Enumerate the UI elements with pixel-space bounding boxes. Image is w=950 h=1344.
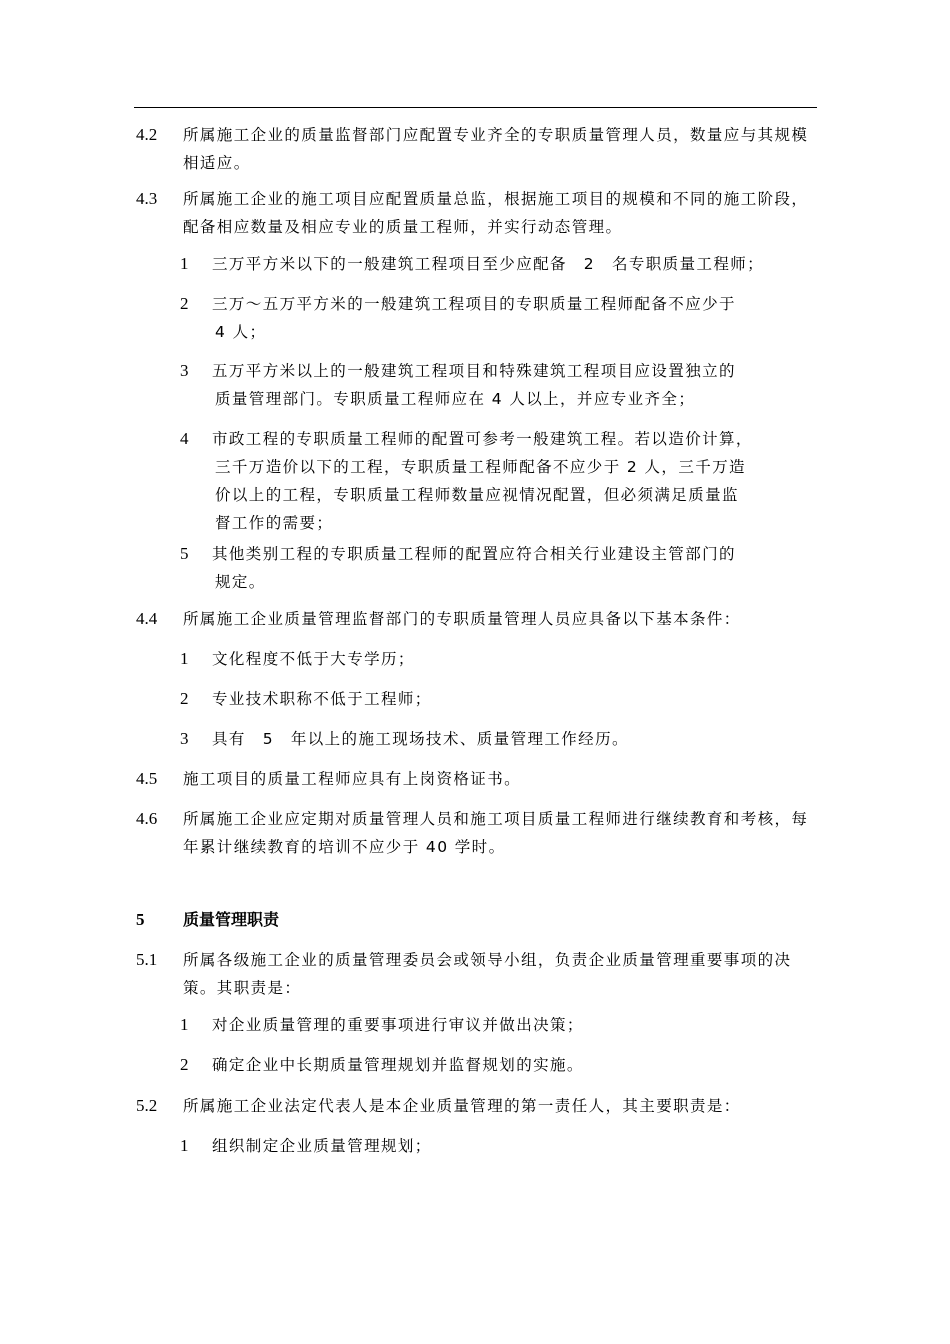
item-number: 5 bbox=[180, 544, 189, 563]
item-text bbox=[212, 290, 815, 346]
item-number: 2 bbox=[180, 1055, 189, 1074]
item-text: 对企业质量管理的重要事项进行审议并做出决策； bbox=[212, 1016, 584, 1034]
item-number: 3 bbox=[180, 361, 189, 380]
clause-text: 所属施工企业质量管理监督部门的专职质量管理人员应具备以下基本条件： bbox=[183, 610, 741, 628]
item-number: 2 bbox=[180, 294, 189, 313]
item-text: 组织制定企业质量管理规划； bbox=[212, 1137, 432, 1155]
item-number: 4 bbox=[180, 429, 189, 448]
clause-number: 5.2 bbox=[136, 1096, 158, 1115]
clause-number: 4.5 bbox=[136, 769, 158, 788]
clause-number: 4.2 bbox=[136, 125, 158, 144]
item-text: 文化程度不低于大专学历； bbox=[212, 650, 415, 668]
item-text-line: 其他类别工程的专职质量工程师的配置应符合相关行业建设主管部门的 bbox=[212, 545, 736, 563]
clause-text: 所属施工企业法定代表人是本企业质量管理的第一责任人，其主要职责是： bbox=[183, 1097, 741, 1115]
item-text-line: 督工作的需要； bbox=[215, 514, 334, 532]
item-text-line: 三万～五万平方米的一般建筑工程项目的专职质量工程师配备不应少于 bbox=[212, 295, 736, 313]
clause-text: 所属各级施工企业的质量管理委员会或领导小组，负责企业质量管理重要事项的决策。其职责是： bbox=[183, 951, 792, 997]
clause-number: 4.3 bbox=[136, 189, 158, 208]
item-text-line: 价以上的工程，专职质量工程师数量应视情况配置，但必须满足质量监 bbox=[215, 486, 739, 504]
section-title: 质量管理职责 bbox=[183, 910, 280, 929]
item-text: 确定企业中长期质量管理规划并监督规划的实施。 bbox=[212, 1056, 584, 1074]
clause-number: 4.6 bbox=[136, 809, 158, 828]
clause-text: 所属施工企业的质量监督部门应配置专业齐全的专职质量管理人员，数量应与其规模相适应。 bbox=[183, 126, 809, 172]
item-text: 专业技术职称不低于工程师； bbox=[212, 690, 432, 708]
item-text-line: 市政工程的专职质量工程师的配置可参考一般建筑工程。若以造价计算， bbox=[212, 430, 753, 448]
item-text bbox=[212, 540, 815, 596]
clause-text: 所属施工企业的施工项目应配置质量总监，根据施工项目的规模和不同的施工阶段，配备相应数量及相应专业的质量工程师，并实行动态管理。 bbox=[183, 190, 809, 236]
item-text bbox=[212, 357, 815, 413]
clause-number: 4.4 bbox=[136, 609, 158, 628]
item-text: 具有 5 年以上的施工现场技术、质量管理工作经历。 bbox=[212, 730, 629, 748]
item-text-line: 三千万造价以下的工程，专职质量工程师配备不应少于 2 人，三千万造 bbox=[215, 458, 746, 476]
clause-text: 施工项目的质量工程师应具有上岗资格证书。 bbox=[183, 770, 522, 788]
item-text: 三万平方米以下的一般建筑工程项目至少应配备 2 名专职质量工程师； bbox=[212, 255, 765, 273]
item-number: 1 bbox=[180, 649, 189, 668]
item-number: 3 bbox=[180, 729, 189, 748]
clause-number: 5.1 bbox=[136, 950, 158, 969]
item-text-line: 规定。 bbox=[215, 573, 266, 591]
section-number: 5 bbox=[136, 910, 145, 929]
item-text-line: 五万平方米以上的一般建筑工程项目和特殊建筑工程项目应设置独立的 bbox=[212, 362, 736, 380]
item-text-line: 4 人； bbox=[215, 323, 267, 341]
item-number: 1 bbox=[180, 1136, 189, 1155]
item-text-line: 质量管理部门。专职质量工程师应在 4 人以上，并应专业齐全； bbox=[215, 390, 696, 408]
item-number: 1 bbox=[180, 1015, 189, 1034]
item-number: 2 bbox=[180, 689, 189, 708]
item-number: 1 bbox=[180, 254, 189, 273]
header-rule bbox=[134, 107, 817, 108]
item-text bbox=[212, 425, 815, 537]
clause-text: 所属施工企业应定期对质量管理人员和施工项目质量工程师进行继续教育和考核，每年累计继续教育的培训不应少于 40 学时。 bbox=[183, 810, 809, 856]
